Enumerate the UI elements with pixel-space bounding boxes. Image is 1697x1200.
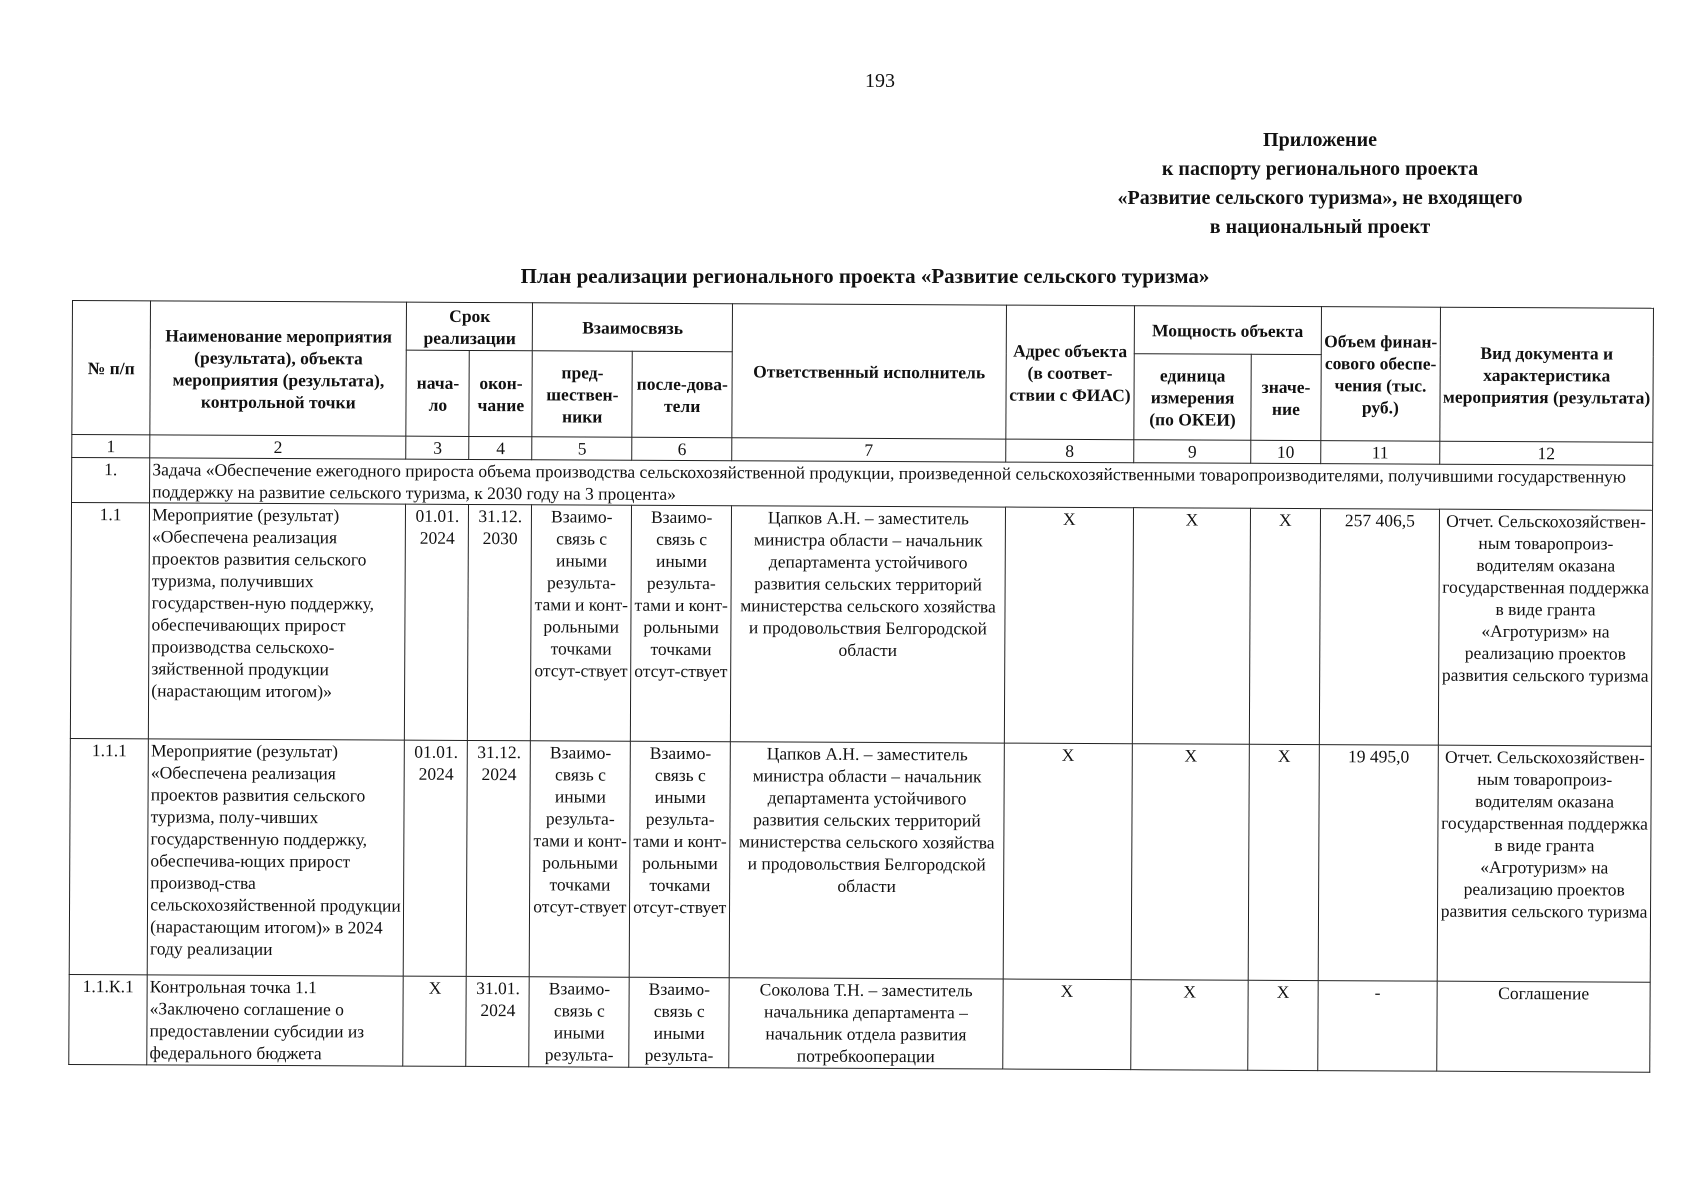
row-predecessors: Взаимо-связь с иными результа- xyxy=(529,977,629,1067)
row-value: Х xyxy=(1248,980,1318,1070)
col-number: 8 xyxy=(1006,439,1134,463)
row-start: 01.01. 2024 xyxy=(405,504,469,740)
row-address: Х xyxy=(1003,743,1132,980)
header-doc: Вид документа и характеристика мероприятия (результата) xyxy=(1440,307,1654,442)
header-value: значе-ние xyxy=(1251,354,1321,440)
row-unit: Х xyxy=(1132,508,1250,745)
row-successors: Взаимо-связь с иными результа-тами и конт-рольными точками отсут-ствует xyxy=(631,505,732,741)
col-number: 10 xyxy=(1251,440,1321,463)
row-funding: 19 495,0 xyxy=(1318,745,1439,982)
task-num: 1. xyxy=(72,458,150,503)
row-doc: Отчет. Сельскохозяйствен-ным товаропроиз-водителям оказана государственная поддержка в виде гранта «Агротуризм» на реализацию проектов развития сельского туризма xyxy=(1437,745,1651,982)
row-responsible: Соколова Т.Н. – заместитель начальника департамента – начальник отдела развития потребкооперации xyxy=(729,978,1003,1069)
header-capacity: Мощность объекта xyxy=(1134,306,1321,355)
task-text: Задача «Обеспечение ежегодного прироста объема производства сельскохозяйственной продукции, произведенной сельскохозяйственными товаропроизводителями, получившими государственную поддержку на развитие сельского туризма, к 2030 году на 3 процента» xyxy=(150,458,1653,510)
col-number: 7 xyxy=(732,438,1006,462)
row-end: 31.12. 2030 xyxy=(468,504,532,740)
appendix-header xyxy=(1040,126,1600,242)
col-number: 2 xyxy=(150,435,406,459)
task-row xyxy=(72,458,1653,511)
table-row xyxy=(69,738,1651,982)
appendix-line-1: Приложение xyxy=(1263,129,1377,151)
row-funding: - xyxy=(1317,981,1437,1072)
row-value: Х xyxy=(1248,744,1319,980)
appendix-line-3: «Развитие сельского туризма», не входящего xyxy=(1117,187,1523,209)
header-responsible: Ответственный исполнитель xyxy=(732,304,1006,439)
row-predecessors: Взаимо-связь с иными результа-тами и конт-рольными точками отсут-ствует xyxy=(530,741,631,977)
row-predecessors: Взаимо-связь с иными результа-тами и конт-рольными точками отсут-ствует xyxy=(531,505,632,741)
col-number: 9 xyxy=(1134,440,1251,464)
row-name: Мероприятие (результат) «Обеспечена реализация проектов развития сельского туризма, полу-чивших государственную поддержку, обеспечива-ющих прирост производ-ства сельскохозяйственной продукции (нарастающим итогом)» в 2024 году реализации xyxy=(147,739,404,976)
header-end: окон-чание xyxy=(469,350,532,436)
col-number: 4 xyxy=(469,436,532,459)
header-start: нача-ло xyxy=(406,350,469,436)
plan-title: План реализации регионального проекта «Развитие сельского туризма» xyxy=(520,264,1210,288)
row-doc: Отчет. Сельскохозяйствен-ным товаропроиз-водителям оказана государственная поддержка в виде гранта «Агротуризм» на реализацию проектов развития сельского туризма xyxy=(1438,509,1652,746)
row-responsible: Цапков А.Н. – заместитель министра области – начальник департамента устойчивого развития сельских территорий министерства сельского хозяйства и продовольствия Белгородской области xyxy=(729,742,1004,979)
row-responsible: Цапков А.Н. – заместитель министра области – начальник департамента устойчивого развития сельских территорий министерства сельского хозяйства и продовольствия Белгородской области xyxy=(731,506,1006,743)
page-number: 193 xyxy=(865,70,895,92)
col-number: 3 xyxy=(406,436,469,459)
col-number: 1 xyxy=(72,435,150,458)
header-num: № п/п xyxy=(72,301,151,435)
appendix-line-4: в национальный проект xyxy=(1209,216,1431,238)
row-address: Х xyxy=(1003,979,1132,1070)
plan-table xyxy=(68,300,1654,1073)
row-funding: 257 406,5 xyxy=(1319,509,1440,746)
row-unit: Х xyxy=(1131,980,1249,1071)
table-row xyxy=(70,503,1652,747)
col-number: 6 xyxy=(632,437,732,460)
row-successors: Взаимо-связь с иными результа-тами и конт-рольными точками отсут-ствует xyxy=(629,741,730,977)
row-end: 31.12. 2024 xyxy=(467,740,531,976)
col-number: 12 xyxy=(1440,441,1653,465)
header-funding: Объем финан-сового обеспе-чения (тыс. руб.) xyxy=(1321,307,1441,442)
row-end: 31.01. 2024 xyxy=(466,976,529,1066)
row-name: Мероприятие (результат) «Обеспечена реализация проектов развития сельского туризма, получивших государствен-ную поддержку, обеспечивающих прирост производства сельскохо-зяйственной продукции (нарастающим итогом)» xyxy=(149,503,406,740)
row-value: Х xyxy=(1250,508,1321,744)
row-num: 1.1 xyxy=(70,503,149,739)
header-period: Срок реализации xyxy=(407,302,533,351)
header-pred: пред-шествен-ники xyxy=(532,351,632,437)
row-doc: Соглашение xyxy=(1437,981,1650,1072)
header-address: Адрес объекта (в соответ-ствии с ФИАС) xyxy=(1006,305,1135,440)
table-row xyxy=(69,974,1650,1072)
row-address: Х xyxy=(1004,507,1133,744)
row-num: 1.1.1 xyxy=(69,738,148,974)
header-name: Наименование мероприятия (результата), объекта мероприятия (результата), контрольной точки xyxy=(150,301,407,436)
row-start: 01.01. 2024 xyxy=(404,740,468,976)
row-successors: Взаимо-связь с иными результа- xyxy=(629,977,729,1067)
col-number: 11 xyxy=(1320,441,1440,465)
col-number: 5 xyxy=(532,437,632,460)
row-unit: Х xyxy=(1131,744,1249,981)
row-num: 1.1.К.1 xyxy=(69,974,148,1064)
header-succ: после-дова-тели xyxy=(632,351,732,437)
row-name: Контрольная точка 1.1 «Заключено соглашение о предоставлении субсидии из федерального бюджета xyxy=(147,975,404,1066)
header-unit: единица измерения (по ОКЕИ) xyxy=(1134,354,1252,441)
header-link: Взаимосвязь xyxy=(533,303,733,352)
row-start: Х xyxy=(403,976,466,1066)
appendix-line-2: к паспорту регионального проекта xyxy=(1161,158,1479,180)
